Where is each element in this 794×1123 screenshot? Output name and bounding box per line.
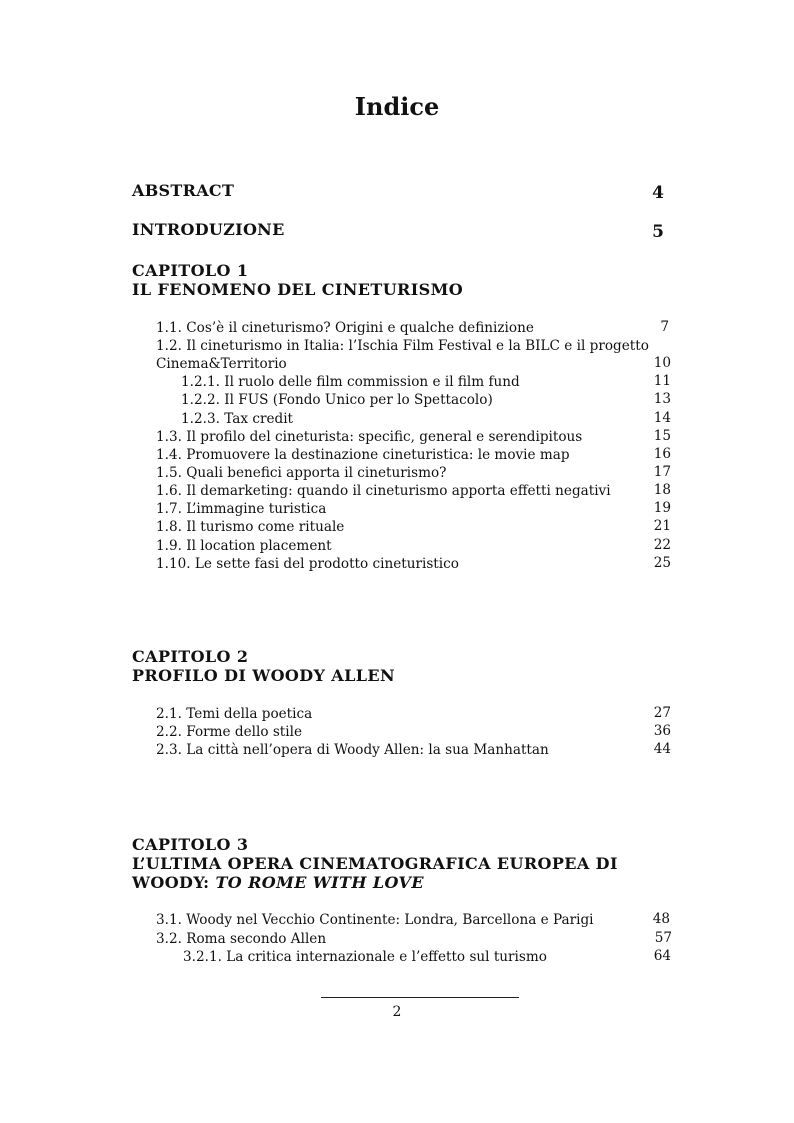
toc-entry-page: 7 — [660, 319, 669, 335]
toc-entry-page: 17 — [653, 464, 671, 480]
toc-entry-page: 21 — [653, 518, 671, 534]
footer-rule — [321, 997, 519, 998]
toc-entry-label: 2.3. La città nell’opera di Woody Allen: la sua Manhattan — [156, 742, 549, 758]
chapter2-heading: CAPITOLO 2 — [132, 647, 249, 666]
toc-entry-page: 10 — [653, 355, 671, 371]
toc-entry-label: 1.3. Il profilo del cineturista: specific, general e serendipitous — [156, 429, 583, 445]
page-number: 2 — [392, 1004, 402, 1020]
chapter3-film-title: TO ROME WITH LOVE — [215, 873, 424, 892]
toc-entry-label: 1.5. Quali benefici apporta il cineturismo? — [156, 465, 447, 481]
chapter3-heading: CAPITOLO 3 — [132, 835, 249, 854]
toc-entry-page: 13 — [653, 391, 671, 407]
toc-entry-label: 2.1. Temi della poetica — [156, 706, 313, 722]
toc-entry-page: 18 — [653, 482, 671, 498]
toc-entry-label: 1.8. Il turismo come rituale — [156, 519, 345, 535]
toc-entry-page: 16 — [653, 446, 671, 462]
toc-entry-label: 3.2. Roma secondo Allen — [156, 931, 327, 947]
toc-entry-page: 36 — [653, 723, 671, 739]
toc-entry-label: 1.2.2. Il FUS (Fondo Unico per lo Spettacolo) — [181, 392, 493, 408]
chapter1-title: IL FENOMENO DEL CINETURISMO — [132, 280, 464, 299]
toc-entry-page: 22 — [653, 537, 671, 553]
toc-entry-label: Cinema&Territorio — [156, 356, 287, 372]
toc-entry-page: 27 — [653, 705, 671, 721]
chapter2-title: PROFILO DI WOODY ALLEN — [132, 666, 396, 685]
toc-entry-label: 1.6. Il demarketing: quando il cineturismo apporta effetti negativi — [156, 483, 611, 499]
toc-entry-label: 3.2.1. La critica internazionale e l’effetto sul turismo — [183, 949, 547, 965]
chapter3-title-line2 — [132, 873, 424, 892]
page-title: Indice — [354, 92, 440, 121]
chapter3-title-prefix: WOODY: — [132, 873, 216, 892]
toc-introduzione-page: 5 — [652, 222, 664, 242]
toc-entry-page: 44 — [653, 741, 671, 757]
toc-entry-label: 1.7. L’immagine turistica — [156, 501, 327, 517]
toc-entry-label: 1.10. Le sette fasi del prodotto cineturistico — [156, 556, 459, 572]
toc-entry-label: 1.4. Promuovere la destinazione cineturistica: le movie map — [156, 447, 570, 463]
chapter3-title-line1: L’ULTIMA OPERA CINEMATOGRAFICA EUROPEA DI — [132, 854, 618, 873]
toc-entry-label: 2.2. Forme dello stile — [156, 724, 303, 740]
toc-entry-page: 64 — [653, 948, 671, 964]
toc-entry-page: 25 — [653, 555, 671, 571]
toc-abstract-page: 4 — [652, 183, 664, 203]
toc-abstract-label: ABSTRACT — [132, 181, 235, 200]
toc-entry-page: 57 — [654, 930, 672, 946]
toc-entry-page: 15 — [653, 428, 671, 444]
chapter1-heading: CAPITOLO 1 — [132, 261, 249, 280]
toc-entry-label: 1.2.3. Tax credit — [181, 411, 294, 427]
toc-entry-page: 14 — [653, 410, 671, 426]
toc-entry-page: 11 — [653, 373, 671, 389]
toc-entry-label: 3.1. Woody nel Vecchio Continente: Londra, Barcellona e Parigi — [156, 912, 594, 928]
toc-entry-label: 1.2.1. Il ruolo delle film commission e il film fund — [181, 374, 520, 390]
toc-entry-page: 19 — [653, 500, 671, 516]
toc-entry-page: 48 — [652, 911, 670, 927]
toc-entry-label: 1.1. Cos’è il cineturismo? Origini e qualche definizione — [156, 320, 534, 336]
toc-entry-label: 1.9. Il location placement — [156, 538, 332, 554]
toc-introduzione-label: INTRODUZIONE — [132, 220, 285, 239]
toc-entry-label: 1.2. Il cineturismo in Italia: l’Ischia Film Festival e la BILC e il progetto — [156, 338, 649, 354]
